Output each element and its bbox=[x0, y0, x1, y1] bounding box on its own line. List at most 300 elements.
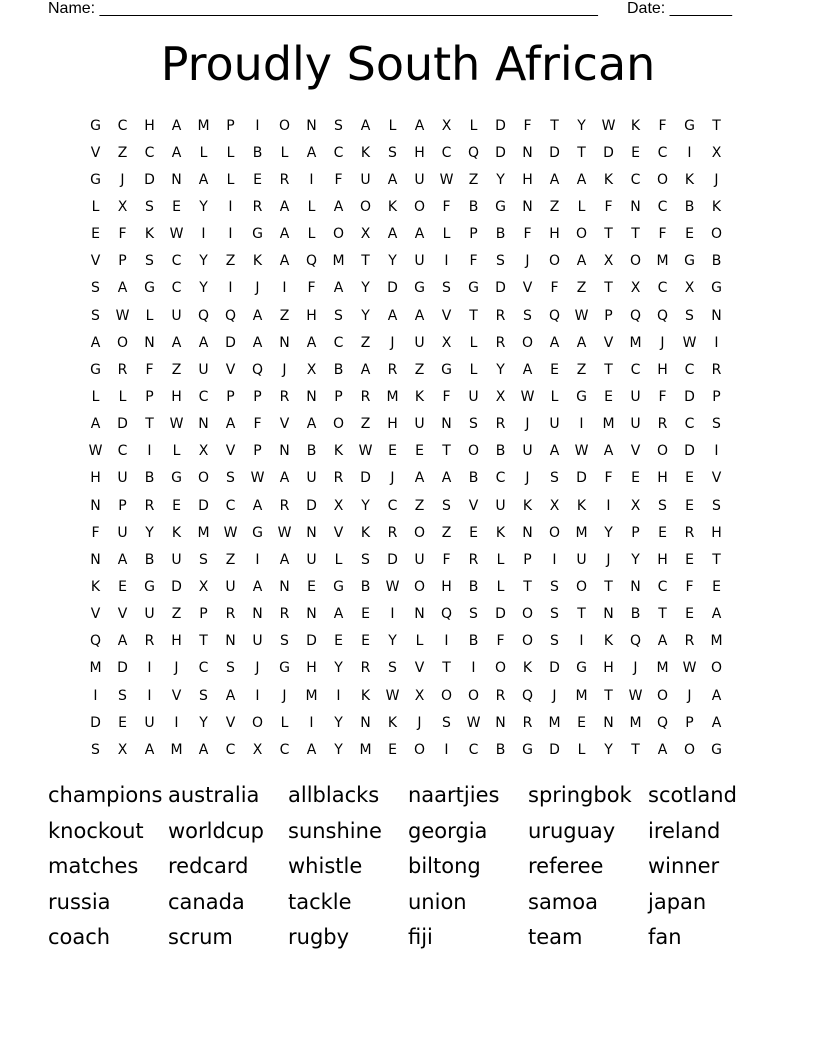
grid-letter: T bbox=[577, 144, 586, 161]
grid-letter: F bbox=[334, 171, 343, 188]
grid-letter: W bbox=[574, 443, 589, 460]
grid-letter: X bbox=[441, 334, 452, 351]
grid-letter: H bbox=[171, 633, 182, 650]
grid-letter: I bbox=[390, 606, 395, 623]
grid-letter: N bbox=[306, 388, 317, 405]
grid-letter: R bbox=[252, 198, 263, 215]
grid-letter: R bbox=[117, 361, 128, 378]
grid-letter: K bbox=[144, 226, 155, 243]
grid-letter: W bbox=[520, 388, 535, 405]
grid-letter: O bbox=[683, 741, 696, 758]
grid-letter: A bbox=[549, 334, 560, 351]
grid-letter: G bbox=[90, 117, 101, 134]
grid-letter: M bbox=[89, 660, 102, 677]
grid-letter: R bbox=[333, 470, 344, 487]
grid-letter: U bbox=[171, 551, 182, 568]
grid-letter: E bbox=[172, 497, 181, 514]
grid-letter: H bbox=[306, 660, 317, 677]
grid-letter: N bbox=[252, 606, 263, 623]
grid-letter: N bbox=[522, 198, 533, 215]
grid-letter: P bbox=[253, 443, 262, 460]
grid-letter: S bbox=[469, 416, 478, 433]
grid-letter: P bbox=[523, 551, 532, 568]
grid-letter: S bbox=[91, 741, 100, 758]
grid-letter: S bbox=[442, 714, 451, 731]
grid-letter: G bbox=[684, 117, 695, 134]
grid-letter: V bbox=[225, 443, 236, 460]
grid-letter: K bbox=[360, 687, 371, 704]
grid-letter: D bbox=[549, 660, 560, 677]
grid-letter: S bbox=[334, 117, 343, 134]
grid-letter: L bbox=[118, 388, 127, 405]
grid-letter: Y bbox=[334, 741, 343, 758]
grid-letter: D bbox=[360, 470, 371, 487]
grid-letter: C bbox=[630, 171, 641, 188]
grid-letter: N bbox=[306, 117, 317, 134]
grid-letter: A bbox=[279, 226, 290, 243]
word-list-item: japan bbox=[648, 889, 707, 914]
grid-letter: X bbox=[117, 741, 128, 758]
grid-letter: X bbox=[630, 497, 641, 514]
grid-letter: H bbox=[549, 226, 560, 243]
grid-letter: N bbox=[279, 334, 290, 351]
grid-letter: F bbox=[145, 361, 154, 378]
grid-letter: T bbox=[631, 226, 640, 243]
grid-letter: Q bbox=[656, 714, 669, 731]
grid-letter: O bbox=[278, 117, 291, 134]
grid-letter: O bbox=[521, 633, 534, 650]
grid-letter: O bbox=[575, 226, 588, 243]
grid-letter: P bbox=[145, 388, 154, 405]
word-list-item: fiji bbox=[408, 925, 433, 949]
grid-letter: V bbox=[90, 253, 101, 270]
grid-letter: W bbox=[628, 687, 643, 704]
grid-letter: F bbox=[118, 226, 127, 243]
grid-letter: A bbox=[360, 117, 371, 134]
grid-letter: O bbox=[332, 226, 345, 243]
grid-letter: G bbox=[279, 660, 290, 677]
grid-letter: O bbox=[494, 660, 507, 677]
grid-letter: W bbox=[385, 578, 400, 595]
grid-letter: S bbox=[118, 687, 127, 704]
grid-letter: A bbox=[333, 280, 344, 297]
grid-letter: P bbox=[604, 307, 613, 324]
grid-letter: E bbox=[550, 361, 559, 378]
grid-letter: G bbox=[144, 578, 155, 595]
grid-letter: G bbox=[252, 524, 263, 541]
grid-letter: U bbox=[414, 334, 425, 351]
grid-letter: D bbox=[225, 334, 236, 351]
grid-letter: M bbox=[629, 334, 642, 351]
grid-letter: Y bbox=[199, 253, 208, 270]
word-list bbox=[48, 778, 768, 956]
grid-letter: A bbox=[414, 117, 425, 134]
grid-letter: O bbox=[629, 253, 642, 270]
grid-letter: H bbox=[144, 117, 155, 134]
grid-letter: Y bbox=[361, 307, 370, 324]
grid-letter: W bbox=[169, 226, 184, 243]
grid-letter: J bbox=[255, 280, 260, 297]
grid-letter: C bbox=[333, 144, 344, 161]
grid-letter: G bbox=[144, 280, 155, 297]
word-list-item: georgia bbox=[408, 818, 488, 843]
grid-letter: Z bbox=[549, 198, 560, 215]
grid-letter: X bbox=[603, 253, 614, 270]
grid-letter: G bbox=[576, 660, 587, 677]
grid-letter: F bbox=[496, 633, 505, 650]
grid-letter: C bbox=[144, 144, 155, 161]
grid-letter: G bbox=[252, 226, 263, 243]
grid-letter: O bbox=[710, 660, 723, 677]
grid-letter: B bbox=[495, 226, 506, 243]
grid-letter: E bbox=[172, 198, 181, 215]
grid-letter: L bbox=[145, 307, 154, 324]
grid-letter: U bbox=[117, 524, 128, 541]
grid-letter: K bbox=[252, 253, 263, 270]
grid-letter: U bbox=[630, 388, 641, 405]
grid-letter: V bbox=[468, 497, 479, 514]
grid-letter: X bbox=[333, 497, 344, 514]
word-list-item: team bbox=[528, 925, 583, 949]
grid-letter: A bbox=[117, 633, 128, 650]
grid-letter: N bbox=[144, 334, 155, 351]
grid-letter: A bbox=[171, 117, 182, 134]
grid-letter: A bbox=[90, 334, 101, 351]
grid-letter: C bbox=[387, 497, 398, 514]
grid-letter: K bbox=[333, 443, 344, 460]
grid-letter: L bbox=[496, 578, 505, 595]
grid-letter: G bbox=[522, 741, 533, 758]
grid-letter: U bbox=[198, 361, 209, 378]
grid-letter: B bbox=[468, 578, 479, 595]
grid-letter: E bbox=[712, 578, 721, 595]
grid-letter: Z bbox=[225, 551, 236, 568]
word-list-item: rugby bbox=[288, 925, 350, 949]
grid-letter: L bbox=[226, 144, 235, 161]
grid-letter: X bbox=[549, 497, 560, 514]
grid-letter: O bbox=[197, 470, 210, 487]
grid-letter: I bbox=[147, 687, 152, 704]
grid-letter: O bbox=[413, 524, 426, 541]
grid-letter: R bbox=[144, 633, 155, 650]
grid-letter: P bbox=[226, 117, 235, 134]
grid-letter: A bbox=[414, 226, 425, 243]
grid-letter: U bbox=[144, 714, 155, 731]
grid-letter: L bbox=[496, 551, 505, 568]
grid-letter: N bbox=[711, 307, 722, 324]
grid-letter: S bbox=[280, 633, 289, 650]
grid-letter: H bbox=[387, 416, 398, 433]
grid-letter: E bbox=[388, 443, 397, 460]
grid-letter: N bbox=[414, 606, 425, 623]
grid-letter: V bbox=[333, 524, 344, 541]
grid-letter: F bbox=[604, 198, 613, 215]
grid-letter: F bbox=[658, 226, 667, 243]
grid-letter: W bbox=[385, 687, 400, 704]
grid-letter: Z bbox=[360, 416, 371, 433]
grid-letter: A bbox=[711, 606, 722, 623]
grid-letter: T bbox=[469, 307, 478, 324]
grid-letter: D bbox=[603, 144, 614, 161]
grid-letter: Z bbox=[576, 280, 587, 297]
grid-letter: I bbox=[147, 660, 152, 677]
word-list-item: sunshine bbox=[288, 818, 382, 843]
grid-letter: D bbox=[117, 416, 128, 433]
grid-letter: I bbox=[444, 741, 449, 758]
grid-letter: F bbox=[442, 388, 451, 405]
grid-letter: O bbox=[575, 578, 588, 595]
grid-letter: Z bbox=[414, 497, 425, 514]
grid-letter: A bbox=[279, 470, 290, 487]
grid-letter: M bbox=[197, 524, 210, 541]
grid-letter: L bbox=[415, 633, 424, 650]
grid-letter: F bbox=[442, 551, 451, 568]
grid-letter: T bbox=[631, 741, 640, 758]
grid-letter: Q bbox=[197, 307, 210, 324]
grid-letter: O bbox=[656, 443, 669, 460]
date-field-label: Date: _______ bbox=[627, 0, 732, 17]
grid-letter: H bbox=[711, 524, 722, 541]
grid-letter: J bbox=[282, 687, 287, 704]
grid-letter: V bbox=[441, 307, 452, 324]
grid-letter: A bbox=[198, 334, 209, 351]
grid-letter: L bbox=[577, 198, 586, 215]
grid-letter: N bbox=[171, 171, 182, 188]
grid-letter: W bbox=[439, 171, 454, 188]
grid-letter: S bbox=[442, 280, 451, 297]
grid-letter: W bbox=[682, 334, 697, 351]
grid-letter: K bbox=[684, 171, 695, 188]
grid-letter: Z bbox=[468, 171, 479, 188]
grid-letter: H bbox=[657, 551, 668, 568]
grid-letter: B bbox=[333, 361, 344, 378]
grid-letter: L bbox=[334, 551, 343, 568]
grid-letter: A bbox=[279, 198, 290, 215]
grid-letter: W bbox=[574, 307, 589, 324]
grid-letter: O bbox=[116, 334, 129, 351]
grid-letter: K bbox=[171, 524, 182, 541]
grid-letter: J bbox=[714, 171, 719, 188]
grid-letter: T bbox=[442, 443, 451, 460]
grid-letter: O bbox=[710, 226, 723, 243]
grid-letter: M bbox=[170, 741, 183, 758]
grid-letter: R bbox=[495, 416, 506, 433]
grid-letter: H bbox=[90, 470, 101, 487]
grid-letter: L bbox=[442, 226, 451, 243]
grid-letter: K bbox=[522, 660, 533, 677]
grid-letter: Y bbox=[199, 198, 208, 215]
grid-letter: J bbox=[606, 551, 611, 568]
grid-letter: L bbox=[469, 334, 478, 351]
grid-letter: B bbox=[684, 198, 695, 215]
grid-letter: T bbox=[712, 117, 721, 134]
grid-letter: M bbox=[548, 714, 561, 731]
grid-letter: J bbox=[417, 714, 422, 731]
grid-letter: U bbox=[468, 388, 479, 405]
grid-letter: G bbox=[414, 280, 425, 297]
grid-letter: Q bbox=[467, 144, 480, 161]
grid-letter: O bbox=[521, 606, 534, 623]
grid-letter: O bbox=[467, 443, 480, 460]
grid-letter: J bbox=[120, 171, 125, 188]
grid-letter: O bbox=[548, 253, 561, 270]
grid-letter: K bbox=[576, 497, 587, 514]
grid-letter: D bbox=[117, 660, 128, 677]
grid-letter: X bbox=[414, 687, 425, 704]
grid-letter: A bbox=[279, 253, 290, 270]
grid-letter: I bbox=[282, 280, 287, 297]
grid-letter: W bbox=[223, 524, 238, 541]
grid-letter: K bbox=[360, 144, 371, 161]
grid-letter: S bbox=[91, 307, 100, 324]
grid-letter: A bbox=[279, 551, 290, 568]
grid-letter: P bbox=[631, 524, 640, 541]
grid-letter: N bbox=[306, 606, 317, 623]
grid-letter: T bbox=[712, 551, 721, 568]
grid-letter: Y bbox=[334, 660, 343, 677]
grid-letter: F bbox=[685, 578, 694, 595]
grid-letter: H bbox=[306, 307, 317, 324]
grid-letter: T bbox=[658, 606, 667, 623]
grid-letter: S bbox=[469, 606, 478, 623]
grid-letter: V bbox=[225, 361, 236, 378]
grid-letter: N bbox=[279, 578, 290, 595]
grid-letter: O bbox=[413, 578, 426, 595]
grid-letter: J bbox=[390, 334, 395, 351]
grid-letter: Y bbox=[199, 280, 208, 297]
letter-grid bbox=[82, 112, 730, 763]
grid-letter: S bbox=[523, 307, 532, 324]
grid-letter: W bbox=[277, 524, 292, 541]
grid-letter: R bbox=[360, 388, 371, 405]
grid-letter: U bbox=[117, 470, 128, 487]
grid-letter: A bbox=[252, 307, 263, 324]
grid-letter: R bbox=[360, 660, 371, 677]
grid-letter: P bbox=[118, 497, 127, 514]
grid-letter: I bbox=[228, 280, 233, 297]
grid-letter: X bbox=[495, 388, 506, 405]
grid-letter: I bbox=[606, 497, 611, 514]
grid-letter: Q bbox=[521, 687, 534, 704]
grid-letter: X bbox=[306, 361, 317, 378]
grid-letter: A bbox=[414, 307, 425, 324]
grid-letter: B bbox=[630, 606, 641, 623]
word-list-item: allblacks bbox=[288, 783, 380, 807]
grid-letter: S bbox=[550, 633, 559, 650]
grid-letter: Y bbox=[145, 524, 154, 541]
grid-letter: D bbox=[495, 144, 506, 161]
grid-letter: A bbox=[306, 741, 317, 758]
word-list-item: naartjies bbox=[408, 783, 500, 807]
grid-letter: R bbox=[144, 497, 155, 514]
grid-letter: V bbox=[630, 443, 641, 460]
grid-letter: R bbox=[468, 551, 479, 568]
grid-letter: K bbox=[603, 171, 614, 188]
grid-letter: P bbox=[199, 606, 208, 623]
grid-letter: X bbox=[630, 280, 641, 297]
grid-letter: C bbox=[198, 388, 209, 405]
grid-letter: A bbox=[387, 226, 398, 243]
grid-letter: B bbox=[144, 470, 155, 487]
grid-letter: F bbox=[550, 280, 559, 297]
grid-letter: A bbox=[306, 416, 317, 433]
grid-letter: A bbox=[306, 144, 317, 161]
word-list-item: fan bbox=[648, 925, 682, 949]
grid-letter: J bbox=[255, 660, 260, 677]
grid-letter: S bbox=[496, 253, 505, 270]
grid-letter: A bbox=[333, 198, 344, 215]
grid-letter: G bbox=[90, 361, 101, 378]
grid-letter: A bbox=[225, 416, 236, 433]
grid-letter: D bbox=[306, 633, 317, 650]
grid-letter: V bbox=[171, 687, 182, 704]
grid-letter: D bbox=[171, 578, 182, 595]
grid-letter: C bbox=[657, 198, 668, 215]
grid-letter: U bbox=[549, 416, 560, 433]
grid-letter: S bbox=[91, 280, 100, 297]
grid-letter: E bbox=[415, 443, 424, 460]
grid-letter: C bbox=[441, 144, 452, 161]
grid-letter: B bbox=[360, 578, 371, 595]
grid-letter: I bbox=[579, 416, 584, 433]
grid-letter: M bbox=[629, 714, 642, 731]
grid-letter: I bbox=[201, 226, 206, 243]
grid-letter: T bbox=[604, 361, 613, 378]
grid-letter: U bbox=[522, 443, 533, 460]
grid-letter: N bbox=[198, 416, 209, 433]
grid-letter: K bbox=[387, 198, 398, 215]
grid-letter: J bbox=[282, 361, 287, 378]
grid-letter: W bbox=[358, 443, 373, 460]
grid-letter: C bbox=[279, 741, 290, 758]
grid-letter: L bbox=[307, 198, 316, 215]
grid-letter: D bbox=[684, 443, 695, 460]
grid-letter: S bbox=[685, 307, 694, 324]
grid-letter: U bbox=[495, 497, 506, 514]
grid-letter: E bbox=[388, 741, 397, 758]
grid-letter: P bbox=[685, 714, 694, 731]
grid-letter: H bbox=[657, 470, 668, 487]
grid-letter: E bbox=[334, 633, 343, 650]
grid-letter: K bbox=[90, 578, 101, 595]
grid-letter: K bbox=[387, 714, 398, 731]
grid-letter: M bbox=[575, 687, 588, 704]
grid-letter: G bbox=[684, 253, 695, 270]
grid-letter: S bbox=[226, 660, 235, 677]
grid-letter: T bbox=[577, 606, 586, 623]
grid-letter: L bbox=[226, 171, 235, 188]
grid-letter: S bbox=[199, 551, 208, 568]
grid-letter: O bbox=[332, 416, 345, 433]
grid-letter: B bbox=[252, 144, 263, 161]
grid-letter: B bbox=[495, 443, 506, 460]
grid-letter: S bbox=[442, 497, 451, 514]
grid-letter: L bbox=[469, 117, 478, 134]
grid-letter: E bbox=[685, 470, 694, 487]
grid-letter: N bbox=[306, 524, 317, 541]
grid-letter: I bbox=[228, 226, 233, 243]
word-list-item: biltong bbox=[408, 854, 481, 878]
grid-letter: L bbox=[91, 388, 100, 405]
grid-letter: K bbox=[630, 117, 641, 134]
grid-letter: E bbox=[118, 578, 127, 595]
grid-letter: A bbox=[225, 687, 236, 704]
grid-letter: V bbox=[279, 416, 290, 433]
grid-letter: I bbox=[93, 687, 98, 704]
grid-letter: F bbox=[469, 253, 478, 270]
grid-letter: U bbox=[252, 633, 263, 650]
grid-letter: R bbox=[495, 687, 506, 704]
